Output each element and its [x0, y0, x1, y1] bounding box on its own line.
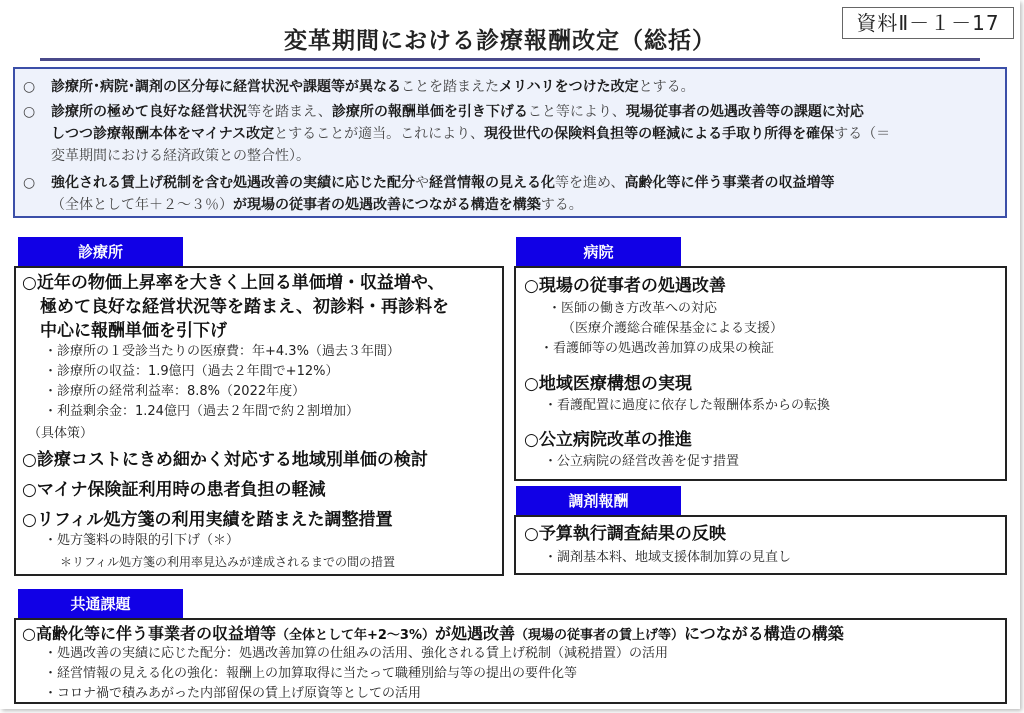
summary-item [23, 76, 695, 98]
pharmacy-panel [514, 515, 1007, 575]
summary-line [51, 123, 890, 145]
specifics-label: （具体策） [28, 426, 94, 441]
body-text: とする。 [638, 79, 695, 95]
summary-marker: ○ [23, 104, 36, 120]
summary-line [51, 194, 583, 216]
summary-marker: ○ [23, 79, 36, 95]
emphasis-text: メリハリをつけた改定 [499, 79, 639, 95]
clinic-footnote: ＊リフィル処方箋の利用率見込みが達成されるまでの間の措置 [60, 555, 396, 569]
body-text: 等を踏まえ、 [247, 104, 332, 120]
summary-box [13, 67, 1007, 218]
common-tab: 共通課題 [18, 589, 183, 619]
emphasis-text: 診療所の極めて良好な経営状況 [51, 104, 247, 120]
pharmacy-head-line: ○予算執行調査結果の反映 [524, 524, 726, 544]
hospital-panel [514, 266, 1007, 481]
clinic-head-line: 極めて良好な経営状況等を踏まえ、初診料・再診料を [40, 297, 450, 317]
body-text: する。 [540, 197, 583, 213]
common-panel [14, 618, 1007, 704]
common-bullet: ・処遇改善の実績に応じた配分：処遇改善加算の仕組みの活用、強化される賃上げ税制（減税措置）の活用 [44, 646, 669, 661]
emphasis-text: 現役世代の保険料負担等の軽減による手取り所得を確保 [484, 126, 835, 142]
clinic-bullet: ・利益剰余金：1.24億円（過去２年間で約２割増加） [44, 404, 359, 419]
clinic-bullet: ・診療所の１受診当たりの医療費：年+4.3%（過去３年間） [44, 344, 400, 359]
hospital-bullet: （医療介護総合確保基金による支援） [562, 321, 784, 336]
hospital-bullet: ・看護師等の処遇改善加算の成果の検証 [540, 341, 775, 356]
summary-line [51, 175, 834, 191]
clinic-panel [14, 266, 504, 576]
clinic-bullet: ・処方箋料の時限的引下げ（＊） [44, 533, 240, 548]
summary-item [23, 101, 891, 164]
common-head-part: ○高齢化等に伴う事業者の収益増等 [22, 624, 276, 643]
body-text: （全体として年＋２～３％） [51, 197, 233, 213]
common-bullet: ・経営情報の見える化の強化：報酬上の加算取得に当たって職種別給与等の提出の要件化等 [44, 666, 578, 681]
body-text: や [415, 175, 429, 191]
common-bullet: ・コロナ禍で積みあがった内部留保の賃上げ原資等としての活用 [44, 686, 422, 701]
body-text: ことを踏まえた [401, 79, 499, 95]
hospital-bullet: ・看護配置に過度に依存した報酬体系からの転換 [544, 398, 831, 413]
hospital-head-line: ○公立病院改革の推進 [524, 430, 692, 450]
clinic-tab: 診療所 [18, 237, 183, 267]
emphasis-text: しつつ診療報酬本体をマイナス改定 [51, 126, 275, 142]
title-underline [40, 58, 980, 61]
hospital-bullet: ・医師の働き方改革への対応 [548, 301, 718, 316]
emphasis-text: 診療所の報酬単価を引き下げる [331, 104, 528, 120]
emphasis-text: 経営情報の見える化 [429, 175, 555, 191]
clinic-bullet: ・診療所の経常利益率：8.8%（2022年度） [44, 384, 306, 399]
clinic-head-line: ○診療コストにきめ細かく対応する地域別単価の検討 [22, 450, 428, 470]
emphasis-text: 高齢化等に伴う事業者の収益増等 [624, 175, 835, 191]
summary-item [23, 172, 835, 213]
body-text: とすることが適当。これにより、 [274, 126, 485, 142]
emphasis-text: 強化される賃上げ税制を含む処遇改善の実績に応じた配分 [51, 175, 415, 191]
pharmacy-bullet: ・調剤基本料、地域支援体制加算の見直し [544, 550, 792, 565]
hospital-bullet: ・公立病院の経営改善を促す措置 [544, 454, 740, 469]
clinic-head-line: 中心に報酬単価を引下げ [40, 321, 227, 341]
page-title: 変革期間における診療報酬改定（総括） [284, 28, 716, 54]
common-head-part: （現場の従事者の賃上げ等） [515, 628, 685, 643]
document-number: 資料Ⅱ－１－17 [842, 7, 1014, 39]
hospital-tab: 病院 [516, 237, 681, 267]
summary-marker: ○ [23, 175, 36, 191]
common-head-part: （全体として年+2～3%） [275, 628, 435, 643]
body-text: 変革期間における経済政策との整合性）。 [51, 148, 310, 164]
pharmacy-tab: 調剤報酬 [516, 486, 681, 516]
clinic-bullet: ・診療所の収益：1.9億円（過去２年間で+12%） [44, 364, 339, 379]
emphasis-text: が現場の従事者の処遇改善につながる構造を構築 [233, 197, 541, 213]
clinic-head-line: ○マイナ保険証利用時の患者負担の軽減 [22, 480, 326, 500]
body-text: こと等により、 [527, 104, 626, 120]
clinic-head-line: ○リフィル処方箋の利用実績を踏まえた調整措置 [22, 510, 393, 530]
common-head-part: につながる構造の構築 [684, 624, 844, 643]
hospital-head-line: ○現場の従事者の処遇改善 [524, 276, 726, 296]
clinic-head-line: ○近年の物価上昇率を大きく上回る単価増・収益増や、 [22, 273, 445, 293]
summary-line [51, 79, 695, 95]
summary-line [51, 145, 310, 167]
summary-line [51, 104, 864, 120]
common-head-part: が処遇改善 [434, 624, 515, 643]
body-text: する（＝ [834, 126, 891, 142]
body-text: 等を進め、 [555, 175, 625, 191]
hospital-head-line: ○地域医療構想の実現 [524, 374, 692, 394]
emphasis-text: 現場従事者の処遇改善等の課題に対応 [625, 104, 864, 120]
emphasis-text: 診療所･病院･調剤の区分毎に経営状況や課題等が異なる [51, 79, 401, 95]
